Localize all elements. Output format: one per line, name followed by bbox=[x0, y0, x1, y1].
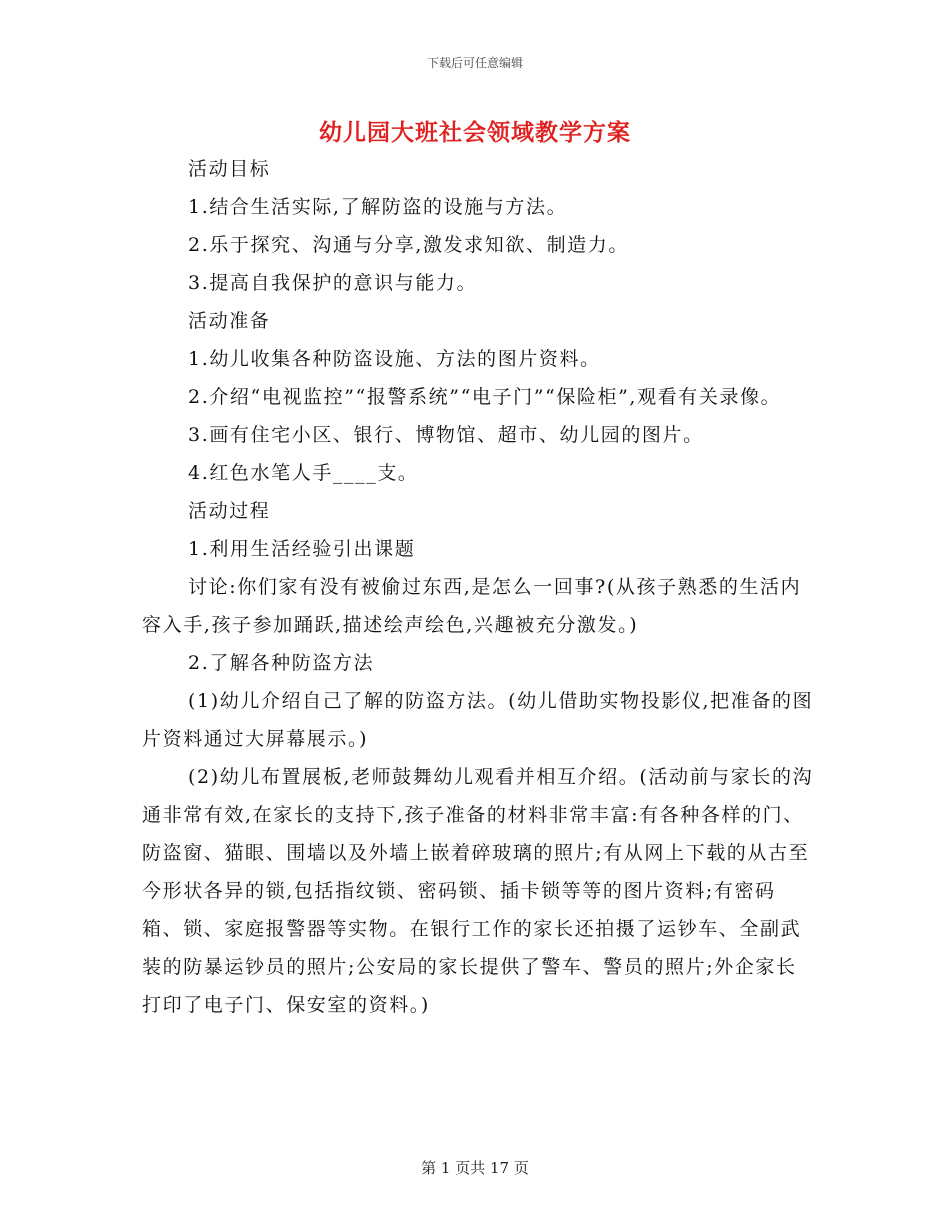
paragraph: (1)幼儿介绍自己了解的防盗方法。(幼儿借助实物投影仪,把准备的图片资料通过大屏幕展示。) bbox=[142, 690, 814, 750]
paragraph: 2.了解各种防盗方法 bbox=[188, 652, 375, 674]
paragraph: 1.结合生活实际,了解防盗的设施与方法。 bbox=[188, 196, 568, 218]
paragraph: (2)幼儿布置展板,老师鼓舞幼儿观看并相互介绍。(活动前与家长的沟通非常有效,在家长的支持下,孩子准备的材料非常丰富:有各种各样的门、防盗窗、猫眼、围墙以及外墙上嵌着碎玻璃的照片;有从网上下载的从古至今形状各异的锁,包括指纹锁、密码锁、插卡锁等等的图片资料;有密码箱、锁、家庭报警器等实物。在银行工作的家长还拍摄了运钞车、全副武装的防暴运钞员的照片;公安局的家长提供了警车、警员的照片;外企家长打印了电子门、保安室的资料。) bbox=[142, 766, 814, 1016]
document-title: 幼儿园大班社会领域教学方案 bbox=[319, 119, 631, 146]
paragraph: 讨论:你们家有没有被偷过东西,是怎么一回事?(从孩子熟悉的生活内容入手,孩子参加踊跃,描述绘声绘色,兴趣被充分激发。) bbox=[142, 576, 802, 636]
paragraph: 3.提高自我保护的意识与能力。 bbox=[188, 272, 478, 294]
paragraph: 2.介绍“电视监控”“报警系统”“电子门”“保险柜”,观看有关录像。 bbox=[188, 386, 782, 408]
header-note: 下载后可任意编辑 bbox=[426, 56, 523, 70]
page-footer: 第 1 页共 17 页 bbox=[421, 1159, 529, 1177]
paragraph: 2.乐于探究、沟通与分享,激发求知欲、制造力。 bbox=[188, 234, 629, 256]
paragraph: 1.利用生活经验引出课题 bbox=[188, 538, 416, 560]
section-heading-goals: 活动目标 bbox=[188, 158, 271, 180]
document-body bbox=[142, 150, 814, 1024]
paragraph: 4.红色水笔人手____支。 bbox=[188, 462, 419, 484]
paragraph: 1.幼儿收集各种防盗设施、方法的图片资料。 bbox=[188, 348, 601, 370]
section-heading-preparation: 活动准备 bbox=[188, 310, 271, 332]
paragraph: 3.画有住宅小区、银行、博物馆、超市、幼儿园的图片。 bbox=[188, 424, 704, 446]
section-heading-process: 活动过程 bbox=[188, 500, 271, 522]
